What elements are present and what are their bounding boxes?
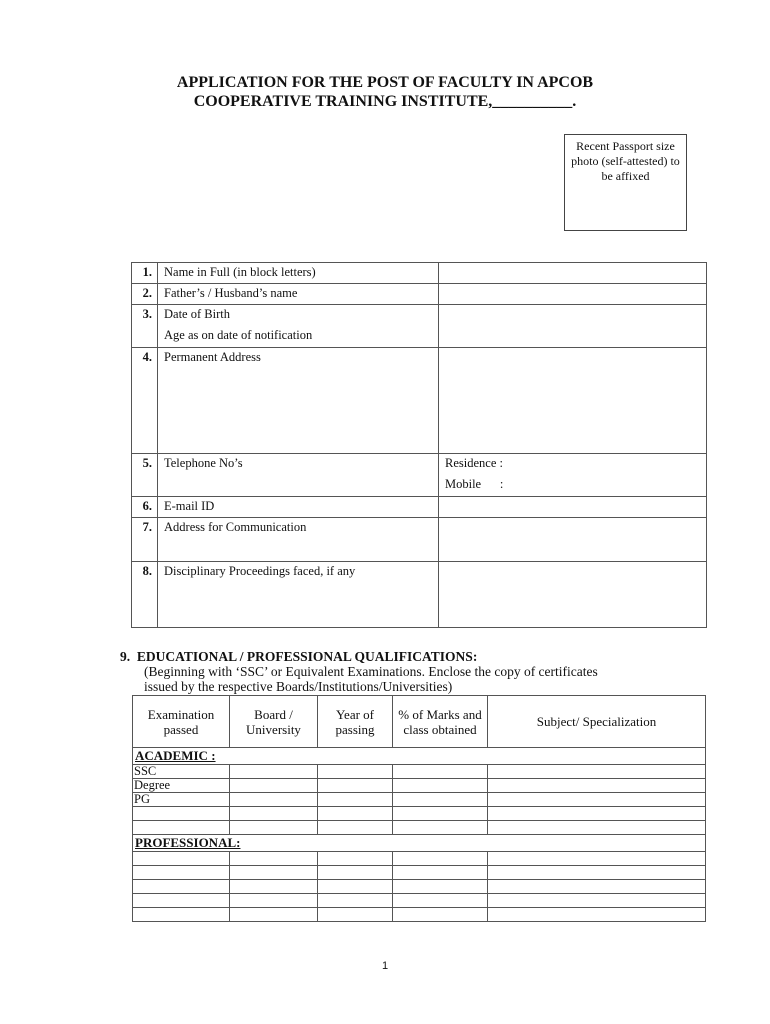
section-note-2: issued by the respective Boards/Institutions/Universities) <box>144 679 453 694</box>
field-label: Disciplinary Proceedings faced, if any <box>158 562 439 628</box>
exam-cell[interactable]: PG <box>133 793 230 807</box>
page-title <box>0 73 770 111</box>
table-row <box>133 908 706 922</box>
board-cell[interactable] <box>230 866 318 880</box>
board-cell[interactable] <box>230 908 318 922</box>
board-cell[interactable] <box>230 852 318 866</box>
exam-cell[interactable] <box>133 866 230 880</box>
col-header-year: Year of passing <box>318 696 393 748</box>
row-number: 6. <box>132 497 158 518</box>
year-cell[interactable] <box>318 880 393 894</box>
residence-label: Residence : <box>445 456 503 470</box>
row-disciplinary <box>132 562 707 628</box>
subject-cell[interactable] <box>488 852 706 866</box>
row-number: 5. <box>132 454 158 497</box>
permanent-address-field[interactable] <box>439 348 707 454</box>
page-number: 1 <box>381 960 389 972</box>
dob-label: Date of Birth <box>164 307 230 321</box>
board-cell[interactable] <box>230 793 318 807</box>
academic-group-row <box>133 748 706 765</box>
marks-cell[interactable] <box>393 793 488 807</box>
exam-cell[interactable] <box>133 807 230 821</box>
field-label: Father’s / Husband’s name <box>158 284 439 305</box>
communication-address-field[interactable] <box>439 518 707 562</box>
row-number: 1. <box>132 263 158 284</box>
board-cell[interactable] <box>230 880 318 894</box>
academic-label: ACADEMIC : <box>133 748 706 765</box>
table-row <box>133 866 706 880</box>
col-header-marks: % of Marks and class obtained <box>393 696 488 748</box>
year-cell[interactable] <box>318 866 393 880</box>
subject-cell[interactable] <box>488 765 706 779</box>
title-line-2: COOPERATIVE TRAINING INSTITUTE,__________. <box>193 93 577 110</box>
marks-cell[interactable] <box>393 894 488 908</box>
title-line-1: APPLICATION FOR THE POST OF FACULTY IN APCOB <box>176 74 594 91</box>
row-number: 8. <box>132 562 158 628</box>
disciplinary-field[interactable] <box>439 562 707 628</box>
marks-cell[interactable] <box>393 852 488 866</box>
col-header-board: Board / University <box>230 696 318 748</box>
row-name <box>132 263 707 284</box>
name-field[interactable] <box>439 263 707 284</box>
col-header-subject: Subject/ Specialization <box>488 696 706 748</box>
mobile-label: Mobile : <box>445 477 504 491</box>
row-number: 4. <box>132 348 158 454</box>
telephone-field[interactable] <box>439 454 707 497</box>
section-note-1: (Beginning with ‘SSC’ or Equivalent Examinations. Enclose the copy of certificates <box>144 664 598 679</box>
father-name-field[interactable] <box>439 284 707 305</box>
subject-cell[interactable] <box>488 793 706 807</box>
exam-cell[interactable] <box>133 821 230 835</box>
field-label: Permanent Address <box>158 348 439 454</box>
table-row <box>133 779 706 793</box>
field-label: Telephone No’s <box>158 454 439 497</box>
exam-cell[interactable] <box>133 852 230 866</box>
field-label: E-mail ID <box>158 497 439 518</box>
table-header-row <box>133 696 706 748</box>
subject-cell[interactable] <box>488 779 706 793</box>
table-row <box>133 880 706 894</box>
personal-details-table <box>131 262 707 628</box>
section-9-header <box>120 649 598 694</box>
marks-cell[interactable] <box>393 866 488 880</box>
year-cell[interactable] <box>318 793 393 807</box>
professional-label: PROFESSIONAL: <box>133 835 706 852</box>
row-number: 2. <box>132 284 158 305</box>
marks-cell[interactable] <box>393 908 488 922</box>
year-cell[interactable] <box>318 894 393 908</box>
subject-cell[interactable] <box>488 908 706 922</box>
row-number: 7. <box>132 518 158 562</box>
exam-cell[interactable] <box>133 880 230 894</box>
qualifications-table <box>132 695 706 922</box>
marks-cell[interactable] <box>393 880 488 894</box>
exam-cell[interactable]: Degree <box>133 779 230 793</box>
subject-cell[interactable] <box>488 894 706 908</box>
board-cell[interactable] <box>230 765 318 779</box>
year-cell[interactable] <box>318 765 393 779</box>
row-father-name <box>132 284 707 305</box>
year-cell[interactable] <box>318 807 393 821</box>
field-label: Address for Communication <box>158 518 439 562</box>
marks-cell[interactable] <box>393 807 488 821</box>
marks-cell[interactable] <box>393 779 488 793</box>
row-comm-address <box>132 518 707 562</box>
year-cell[interactable] <box>318 852 393 866</box>
table-row <box>133 894 706 908</box>
exam-cell[interactable] <box>133 908 230 922</box>
table-row <box>133 821 706 835</box>
field-label <box>158 305 439 348</box>
board-cell[interactable] <box>230 807 318 821</box>
board-cell[interactable] <box>230 894 318 908</box>
subject-cell[interactable] <box>488 880 706 894</box>
marks-cell[interactable] <box>393 821 488 835</box>
table-row <box>133 793 706 807</box>
age-label: Age as on date of notification <box>164 328 313 342</box>
board-cell[interactable] <box>230 779 318 793</box>
year-cell[interactable] <box>318 779 393 793</box>
row-email <box>132 497 707 518</box>
professional-group-row <box>133 835 706 852</box>
exam-cell[interactable] <box>133 894 230 908</box>
marks-cell[interactable] <box>393 765 488 779</box>
subject-cell[interactable] <box>488 821 706 835</box>
row-permanent-address <box>132 348 707 454</box>
row-dob <box>132 305 707 348</box>
subject-cell[interactable] <box>488 866 706 880</box>
email-field[interactable] <box>439 497 707 518</box>
board-cell[interactable] <box>230 821 318 835</box>
table-row <box>133 765 706 779</box>
year-cell[interactable] <box>318 821 393 835</box>
table-row <box>133 807 706 821</box>
dob-field[interactable] <box>439 305 707 348</box>
exam-cell[interactable]: SSC <box>133 765 230 779</box>
col-header-exam: Examination passed <box>133 696 230 748</box>
table-row <box>133 852 706 866</box>
photo-box[interactable]: Recent Passport size photo (self-attested) to be affixed <box>564 134 687 231</box>
subject-cell[interactable] <box>488 807 706 821</box>
section-heading: 9. EDUCATIONAL / PROFESSIONAL QUALIFICATIONS: <box>120 649 478 664</box>
field-label: Name in Full (in block letters) <box>158 263 439 284</box>
row-number: 3. <box>132 305 158 348</box>
row-telephone <box>132 454 707 497</box>
year-cell[interactable] <box>318 908 393 922</box>
